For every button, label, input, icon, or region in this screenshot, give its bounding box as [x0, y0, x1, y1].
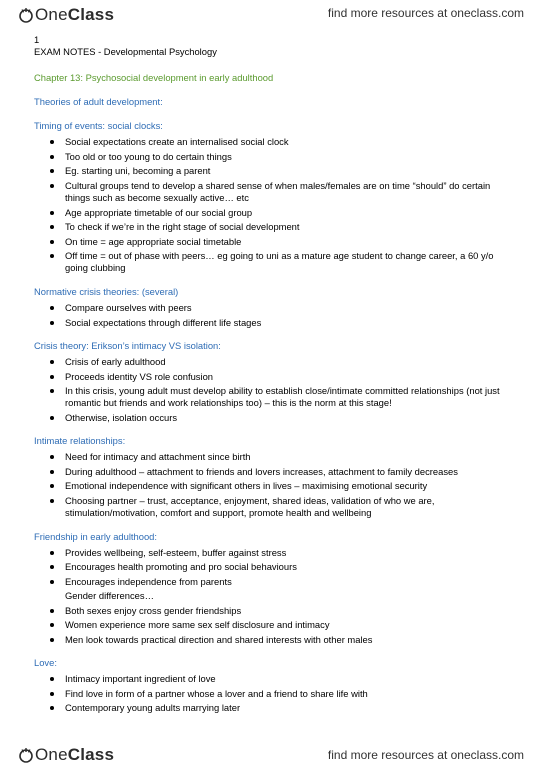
oneclass-logo-icon [18, 7, 34, 23]
logo-text [35, 5, 114, 25]
bullet-list [34, 136, 514, 274]
logo-text [35, 745, 114, 765]
bullet-list [34, 356, 514, 424]
section-erikson-crisis [34, 340, 514, 424]
list-item: Intimacy important ingredient of love [34, 673, 514, 685]
find-more-link[interactable]: find more resources at oneclass.com [327, 748, 524, 762]
list-item: Find love in form of a partner whose a lover and a friend to share life with [34, 688, 514, 700]
section-heading: Timing of events: social clocks: [34, 120, 163, 132]
page-number: 1 [34, 34, 40, 45]
logo-text-one: One [35, 5, 68, 24]
list-item: Too old or too young to do certain things [34, 151, 514, 163]
header-bar [0, 0, 544, 28]
oneclass-logo-icon [18, 747, 34, 763]
document-title: EXAM NOTES - Developmental Psychology [34, 46, 217, 58]
oneclass-logo[interactable] [18, 4, 114, 26]
list-item: Social expectations create an internalised social clock [34, 136, 514, 148]
list-item: In this crisis, young adult must develop ability to establish close/intimate committed relationships (not just romantic but friends and work relationships too) – this is the norm at this stage! [34, 385, 514, 410]
list-item: Encourages health promoting and pro social behaviours [34, 561, 514, 573]
theories-heading: Theories of adult development: [34, 95, 163, 107]
section-heading: Crisis theory: Erikson’s intimacy VS isolation: [34, 339, 221, 351]
list-item: Men look towards practical direction and shared interests with other males [34, 634, 514, 646]
list-item: Emotional independence with significant others in lives – maximising emotional security [34, 480, 514, 492]
list-item: Contemporary young adults marrying later [34, 702, 514, 714]
chapter-heading: Chapter 13: Psychosocial development in early adulthood [34, 71, 274, 83]
logo-text-one: One [35, 745, 68, 764]
bullet-list [34, 302, 514, 329]
section-heading: Love: [34, 657, 57, 669]
list-item: Need for intimacy and attachment since birth [34, 451, 514, 463]
oneclass-logo[interactable] [18, 744, 114, 766]
list-item: During adulthood – attachment to friends and lovers increases, attachment to family decreases [34, 466, 514, 478]
section-friendship [34, 531, 514, 647]
list-item: Provides wellbeing, self-esteem, buffer against stress [34, 547, 514, 559]
footer-bar [0, 742, 544, 770]
section-heading: Intimate relationships: [34, 435, 126, 447]
list-item: Encourages independence from parents [34, 576, 514, 588]
list-item: Women experience more same sex self disclosure and intimacy [34, 619, 514, 631]
logo-text-class: Class [67, 5, 115, 24]
bullet-list [34, 451, 514, 519]
logo-text-class: Class [67, 745, 115, 764]
list-item: Compare ourselves with peers [34, 302, 514, 314]
section-heading: Normative crisis theories: (several) [34, 285, 179, 297]
list-item: Social expectations through different life stages [34, 317, 514, 329]
list-item: Otherwise, isolation occurs [34, 412, 514, 424]
section-heading: Friendship in early adulthood: [34, 530, 157, 542]
list-item: Eg. starting uni, becoming a parent [34, 165, 514, 177]
list-item: Choosing partner – trust, acceptance, enjoyment, shared ideas, validation of who we are, stimulation/motivation, comfort and support, promote health and wellbeing [34, 495, 514, 520]
document-body [34, 34, 514, 726]
bullet-list [34, 547, 514, 646]
section-love [34, 657, 514, 715]
list-item: To check if we’re in the right stage of social development [34, 221, 514, 233]
list-item: Crisis of early adulthood [34, 356, 514, 368]
list-item: Both sexes enjoy cross gender friendships [34, 605, 514, 617]
list-item: Off time = out of phase with peers… eg going to uni as a mature age student to change career, a 60 y/o going clubbing [34, 250, 514, 275]
section-intimate-relationships [34, 435, 514, 519]
section-social-clocks [34, 120, 514, 275]
list-item: Gender differences… [65, 590, 154, 602]
list-item: Proceeds identity VS role confusion [34, 371, 514, 383]
section-normative-crisis [34, 286, 514, 329]
list-item: Age appropriate timetable of our social group [34, 207, 514, 219]
find-more-link[interactable]: find more resources at oneclass.com [327, 6, 524, 20]
bullet-list [34, 673, 514, 714]
list-item: On time = age appropriate social timetable [34, 236, 514, 248]
list-item: Cultural groups tend to develop a shared sense of when males/females are on time “should” do certain things such as become sexually active… etc [34, 180, 514, 205]
